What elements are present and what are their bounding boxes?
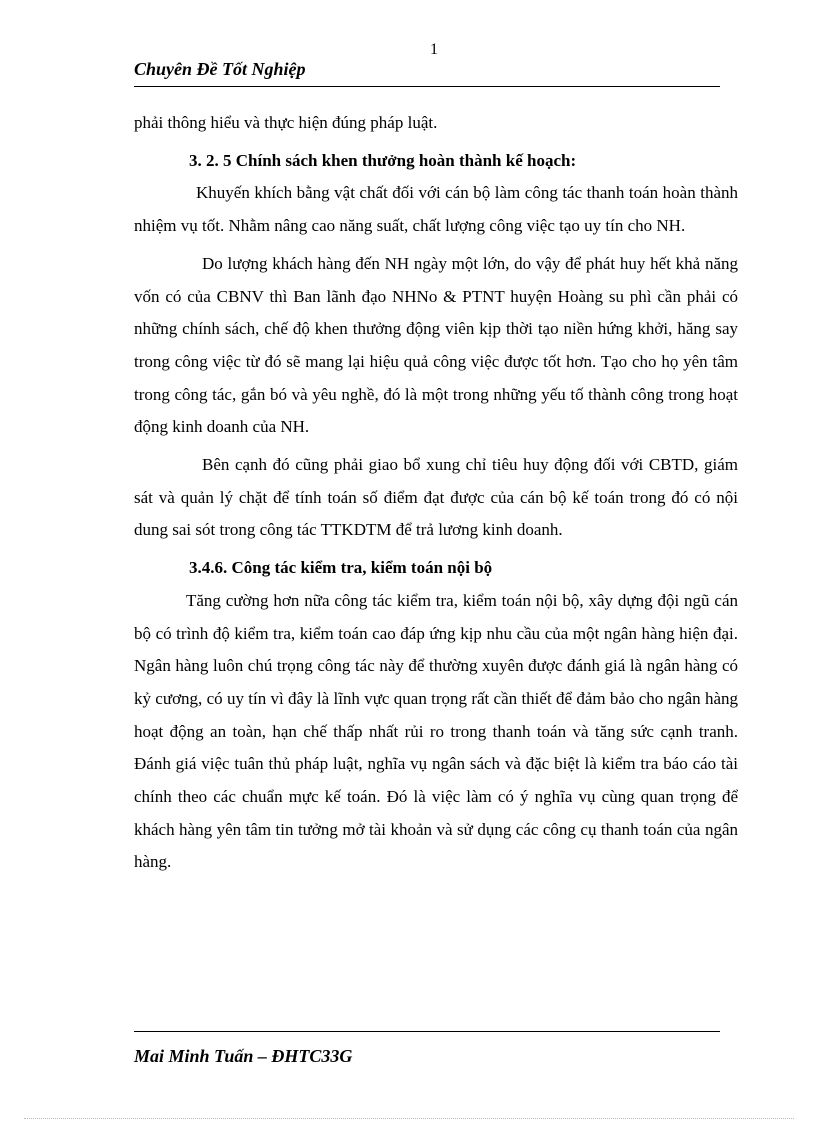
footer-author: Mai Minh Tuấn – ĐHTC33G xyxy=(134,1046,353,1066)
page-bottom-dotted-border xyxy=(24,1118,794,1119)
paragraph-reward-policy-3: Bên cạnh đó cũng phải giao bổ xung chỉ tiêu huy động đối với CBTD, giám sát và quản lý chặt để tính toán số điểm đạt được của cán bộ kế toán trong đó có nội dung sai sót trong công tác TTKDTM để trả lương kinh doanh. xyxy=(134,455,738,540)
paragraph-internal-audit: Tăng cường hơn nữa công tác kiểm tra, kiểm toán nội bộ, xây dựng đội ngũ cán bộ có trình độ kiểm tra, kiểm toán cao đáp ứng kịp nhu cầu của một ngân hàng hiện đại. Ngân hàng luôn chú trọng công tác này để thường xuyên được đánh giá là ngân hàng có kỷ cương, có uy tín vì đây là lĩnh vực quan trọng rất cần thiết để đảm bảo cho ngân hàng hoạt động an toàn, hạn chế thấp nhất rủi ro trong thanh toán và tăng sức cạnh tranh. Đánh giá việc tuân thủ pháp luật, nghĩa vụ ngân sách và đặc biệt là kiểm tra báo cáo tài chính theo các chuẩn mực kế toán. Đó là việc làm có ý nghĩa vụ cùng quan trọng để khách hàng yên tâm tin tưởng mở tài khoản và sử dụng các công cụ thanh toán của ngân hàng. xyxy=(134,590,738,872)
document-body xyxy=(134,107,738,879)
header-title: Chuyên Đề Tốt Nghiệp xyxy=(134,59,306,79)
paragraph-reward-policy-2: Do lượng khách hàng đến NH ngày một lớn, do vậy để phát huy hết khả năng vốn có của CBNV thì Ban lãnh đạo NHNo & PTNT huyện Hoàng su phì cần phải có những chính sách, chế độ khen thưởng động viên kịp thời tạo niền hứng khởi, hăng say trong công việc từ đó sẽ mang lại hiệu quả công việc được tốt hơn. Tạo cho họ yên tâm trong công tác, gắn bó và yêu nghề, đó là một trong những yếu tố thành công trong hoạt động kinh doanh của NH. xyxy=(134,253,738,437)
page-number: 1 xyxy=(430,41,438,58)
intro-line: phải thông hiểu và thực hiện đúng pháp luật. xyxy=(134,113,438,132)
footer-divider xyxy=(134,1031,720,1032)
section-heading-3-2-5: 3. 2. 5 Chính sách khen thưởng hoàn thành kế hoạch: xyxy=(189,150,577,170)
header-divider xyxy=(134,86,720,87)
section-heading-3-4-6: 3.4.6. Công tác kiểm tra, kiểm toán nội bộ xyxy=(189,558,493,578)
paragraph-reward-policy-1: Khuyến khích bằng vật chất đối với cán bộ làm công tác thanh toán hoàn thành nhiệm vụ tốt. Nhằm nâng cao năng suất, chất lượng công việc tạo uy tín cho NH. xyxy=(134,183,738,236)
